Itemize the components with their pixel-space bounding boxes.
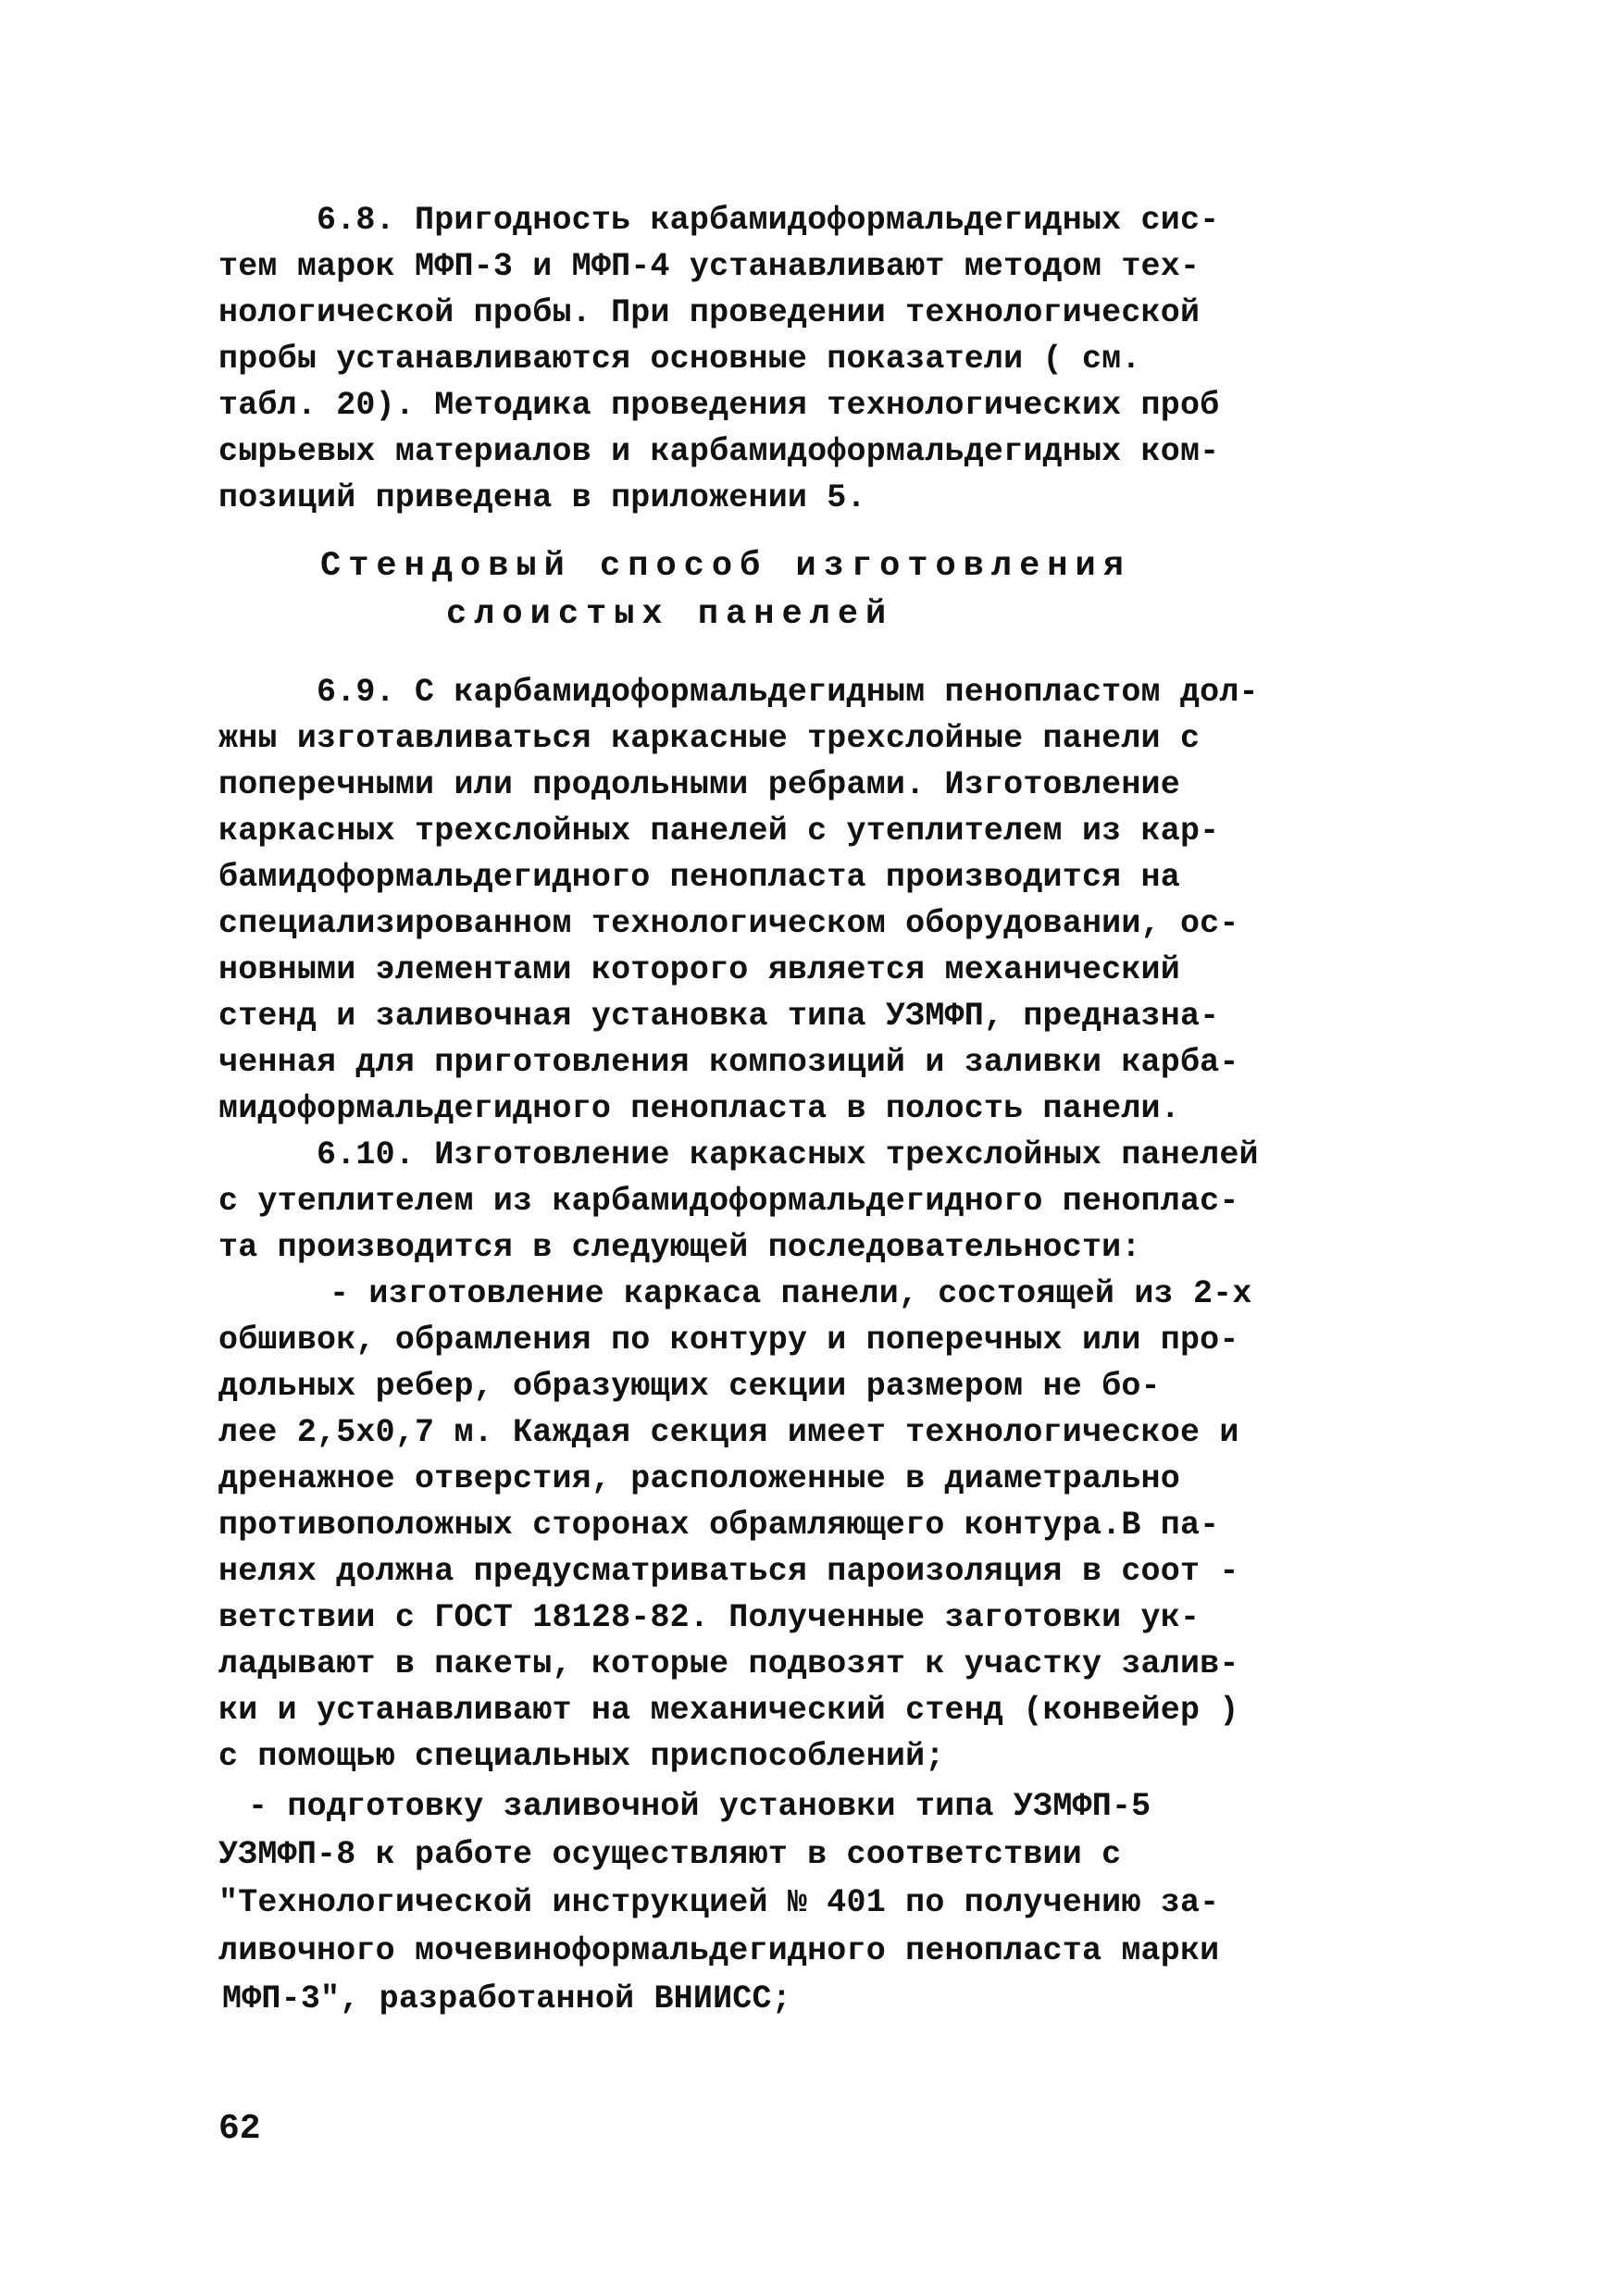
text-line: новными элементами которого является механический (218, 951, 1180, 988)
text-line: та производится в следующей последовательности: (218, 1229, 1141, 1266)
text-line: 6.9. С карбамидоформальдегидным пенопластом дол- (317, 674, 1259, 711)
text-line: УЗМФП-8 к работе осуществляют в соответствии с (218, 1836, 1122, 1873)
page-number: 62 (218, 2109, 261, 2149)
text-line: - изготовление каркаса панели, состоящей из 2-х (330, 1275, 1252, 1312)
text-line: тем марок МФП-3 и МФП-4 устанавливают методом тех- (218, 248, 1201, 285)
text-line: дренажное отверстия, расположенные в диаметрально (218, 1460, 1180, 1497)
text-line: ки и устанавливают на механический стенд (конвейер ) (218, 1692, 1239, 1729)
text-line: обшивок, обрамления по контуру и поперечных или про- (218, 1322, 1239, 1359)
text-line: МФП-3", разработанной ВНИИСС; (222, 1980, 791, 2017)
section-heading-line-1: Стендовый способ изготовления (320, 547, 1131, 586)
text-line: 6.10. Изготовление каркасных трехслойных панелей (317, 1136, 1259, 1173)
text-line: противоположных сторонах обрамляющего контура.В па- (218, 1507, 1220, 1544)
text-line: "Технологической инструкцией № 401 по получению за- (218, 1884, 1220, 1921)
text-line: ченная для приготовления композиций и заливки карба- (218, 1044, 1239, 1081)
text-line: 6.8. Пригодность карбамидоформальдегидных сис- (317, 202, 1220, 239)
text-line: жны изготавливаться каркасные трехслойные панели с (218, 720, 1201, 757)
text-line: ладывают в пакеты, которые подвозят к участку залив- (218, 1645, 1239, 1682)
text-line: позиций приведена в приложении 5. (218, 479, 866, 516)
text-line: - подготовку заливочной установки типа УЗМФП-5 (248, 1788, 1151, 1825)
text-line: с утеплителем из карбамидоформальдегидного пеноплас- (218, 1183, 1239, 1220)
text-line: ветствии с ГОСТ 18128-82. Полученные заготовки ук- (218, 1599, 1201, 1636)
text-line: специализированном технологическом оборудовании, ос- (218, 905, 1239, 942)
text-line: лее 2,5х0,7 м. Каждая секция имеет технологическое и (218, 1414, 1239, 1451)
text-line: нологической пробы. При проведении технологической (218, 294, 1201, 331)
text-line: дольных ребер, образующих секции размером не бо- (218, 1368, 1161, 1405)
text-line: пробы устанавливаются основные показатели ( см. (218, 341, 1141, 378)
text-line: стенд и заливочная установка типа УЗМФП, предназна- (218, 998, 1220, 1035)
text-line: сырьевых материалов и карбамидоформальдегидных ком- (218, 433, 1220, 470)
text-line: бамидоформальдегидного пенопласта производится на (218, 859, 1180, 896)
text-line: поперечными или продольными ребрами. Изготовление (218, 766, 1180, 803)
text-line: каркасных трехслойных панелей с утеплителем из кар- (218, 813, 1220, 850)
text-line: мидоформальдегидного пенопласта в полость панели. (218, 1090, 1180, 1127)
text-line: с помощью специальных приспособлений; (218, 1738, 945, 1775)
section-heading-line-2: слоистых панелей (446, 595, 894, 634)
text-line: нелях должна предусматриваться пароизоляция в соот - (218, 1553, 1239, 1590)
text-line: табл. 20). Методика проведения технологических проб (218, 387, 1220, 424)
text-line: ливочного мочевиноформальдегидного пенопласта марки (218, 1932, 1220, 1969)
